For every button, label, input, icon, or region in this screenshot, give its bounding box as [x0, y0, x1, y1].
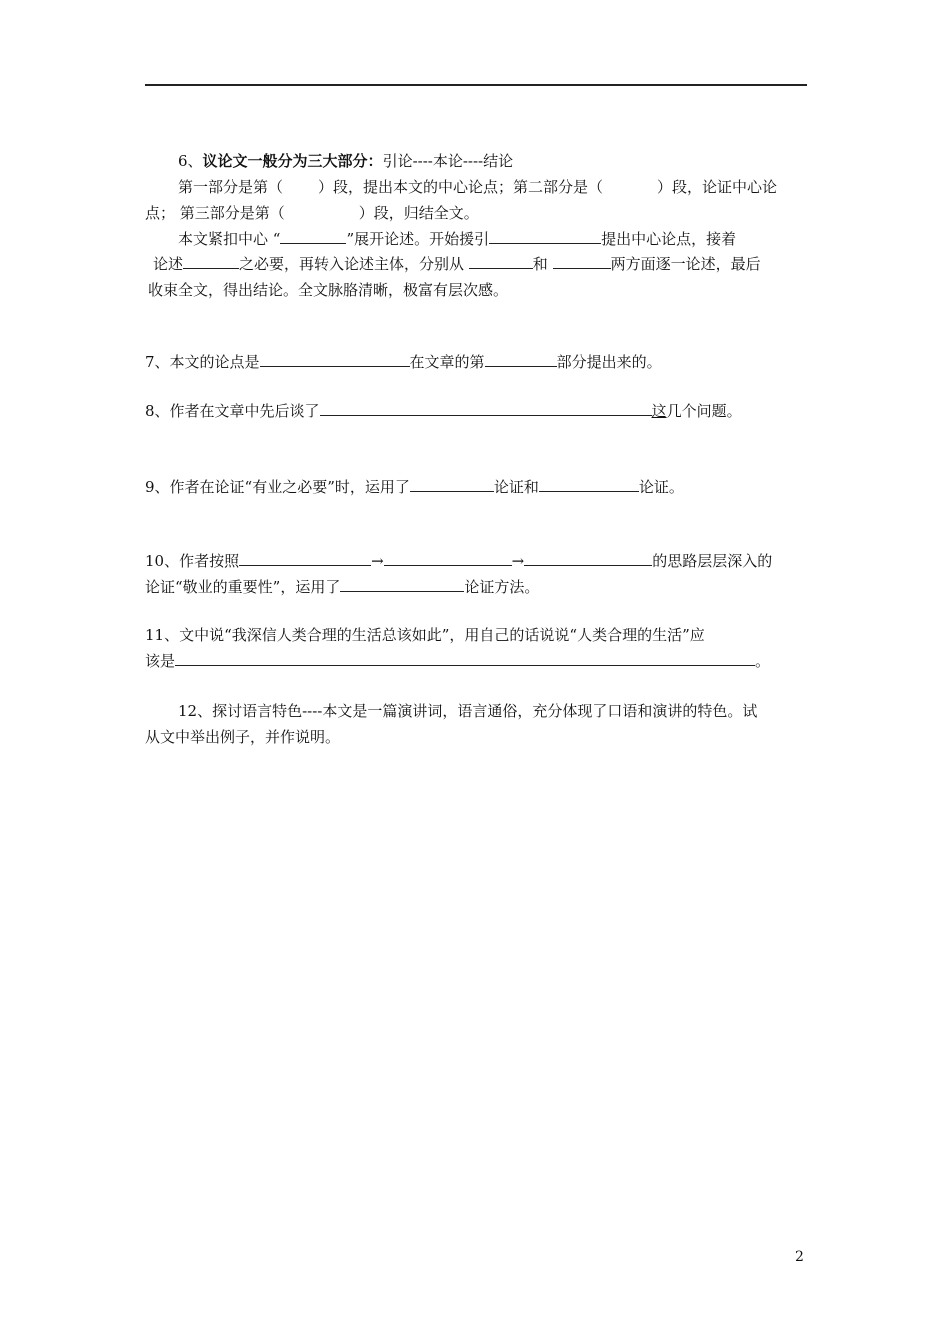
q8-blank-issues[interactable] — [320, 401, 652, 416]
q6-blank-discuss[interactable] — [183, 254, 239, 269]
q6-line2-a: 点； 第三部分是第（ — [145, 204, 285, 222]
q12-line1 — [178, 701, 757, 721]
q6-line4 — [153, 254, 761, 274]
q10-line1 — [145, 551, 772, 571]
q11-line2 — [145, 651, 770, 671]
q6-blank-aspect2[interactable] — [553, 254, 611, 269]
q6-line1 — [178, 177, 777, 197]
q6-line5 — [148, 280, 508, 300]
q12-line2 — [145, 727, 340, 747]
q10-d: 论证方法。 — [464, 578, 540, 596]
q6-blank-aspect1[interactable] — [469, 254, 533, 269]
q10-b: 的思路层层深入的 — [652, 552, 773, 570]
q10-blank-3[interactable] — [524, 551, 652, 566]
q9-b: 论证和 — [493, 478, 539, 496]
q6-blank-cite[interactable] — [489, 229, 601, 244]
q7-c: 部分提出来的。 — [556, 353, 662, 371]
q6-number: 6、 — [178, 152, 203, 170]
q6-blank-center[interactable] — [280, 229, 346, 244]
q6-line5-text: 收束全文，得出结论。全文脉胳清晰，极富有层次感。 — [148, 281, 509, 299]
q6-heading: 议论文一般分为三大部分： — [202, 152, 383, 170]
q9-a: 9、作者在论证“有业之必要”时，运用了 — [145, 478, 410, 496]
arrow-right-icon: → — [511, 552, 525, 570]
q6-line3-a: 本文紧扣中心 “ — [178, 230, 281, 248]
q10-a: 10、作者按照 — [145, 552, 240, 570]
q9-c: 论证。 — [638, 478, 684, 496]
q10-c: 论证“敬业的重要性”，运用了 — [145, 578, 341, 596]
q8 — [145, 401, 742, 421]
q9-blank-2[interactable] — [539, 477, 639, 492]
q7-blank-part[interactable] — [485, 352, 557, 367]
q11-blank-answer[interactable] — [175, 651, 755, 666]
q8-a: 8、作者在文章中先后谈了 — [145, 402, 320, 420]
q6-line3-c: 提出中心论点，接着 — [601, 230, 737, 248]
q6-line2 — [145, 203, 479, 223]
q6-line1-a: 第一部分是第（ — [178, 178, 284, 196]
q8-b: 这 — [651, 402, 667, 420]
q7-blank-thesis[interactable] — [260, 352, 410, 367]
q6-line4-a: 论述 — [153, 255, 184, 273]
arrow-right-icon: → — [371, 552, 384, 570]
q6-line4-b: 之必要，再转入论述主体，分别从 — [239, 255, 469, 273]
q12-a: 12、探讨语言特色----本文是一篇演讲词，语言通俗，充分体现了口语和演讲的特色。试 — [178, 702, 758, 720]
q6-line4-c: 和 — [532, 255, 553, 273]
q7-a: 7、本文的论点是 — [145, 353, 260, 371]
q6-line1-c: ）段，论证中心论 — [657, 178, 778, 196]
q6-line3-b: ”展开论述。开始援引 — [346, 230, 490, 248]
q10-blank-method[interactable] — [340, 577, 464, 592]
q6-title — [178, 151, 513, 171]
q10-line2 — [145, 577, 539, 597]
q9-blank-1[interactable] — [410, 477, 494, 492]
q11-b: 该是 — [145, 652, 176, 670]
q11-a: 11、文中说“我深信人类合理的生活总该如此”，用自己的话说说“人类合理的生活”应 — [145, 626, 705, 644]
q8-c: 几个问题。 — [666, 402, 742, 420]
q10-blank-2[interactable] — [384, 551, 512, 566]
q6-line3 — [178, 229, 736, 249]
q11-c: 。 — [755, 652, 771, 670]
header-rule — [145, 84, 807, 86]
q6-line4-d: 两方面逐一论述，最后 — [610, 255, 761, 273]
q7-b: 在文章的第 — [409, 353, 485, 371]
q9 — [145, 477, 684, 497]
q6-line1-b: ）段，提出本文的中心论点；第二部分是（ — [318, 178, 604, 196]
q7 — [145, 352, 662, 372]
q11-line1 — [145, 625, 705, 645]
q10-blank-1[interactable] — [239, 551, 371, 566]
page-number: 2 — [795, 1249, 804, 1265]
q6-line2-b: ）段，归结全文。 — [358, 204, 479, 222]
q12-b: 从文中举出例子，并作说明。 — [145, 728, 341, 746]
q6-parts: 引论----本论----结论 — [382, 152, 514, 170]
